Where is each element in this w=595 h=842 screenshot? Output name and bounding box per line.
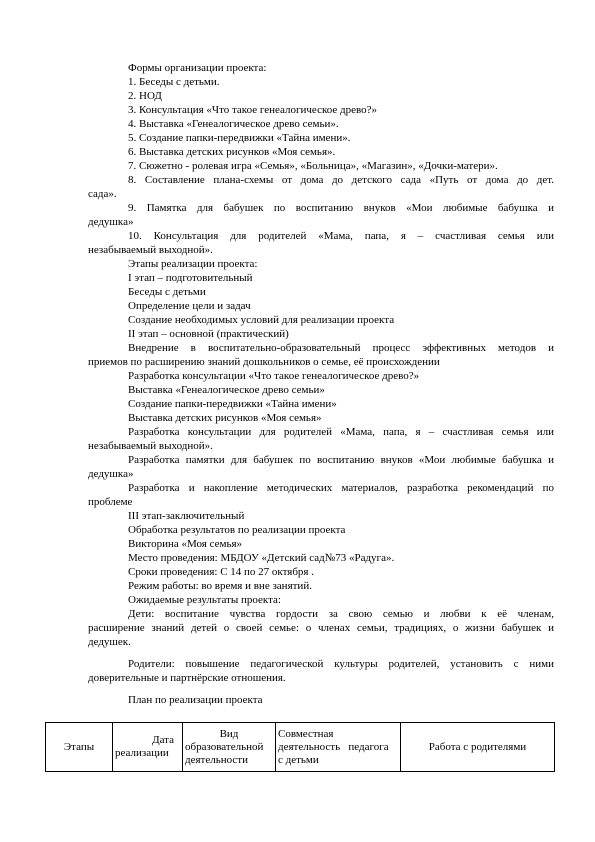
text-line: Викторина «Моя семья» <box>128 538 243 550</box>
header-vid-line3: деятельности <box>185 753 248 766</box>
text-line: 8. Составление плана-схемы от дома до детского сада «Путь от дома до дет. <box>128 174 554 186</box>
header-etapy: Этапы <box>46 723 113 772</box>
text-line: проблеме <box>88 496 133 508</box>
text-line: Разработка консультации для родителей «Мама, папа, я – счастливая семья или <box>128 426 554 438</box>
text-line: Режим работы: во время и вне занятий. <box>128 580 312 592</box>
text-line: 3. Консультация «Что такое генеалогическое древо?» <box>128 104 377 116</box>
header-data <box>113 723 183 772</box>
text-line: 6. Выставка детских рисунков «Моя семья». <box>128 146 336 158</box>
text-line: незабываемый выходной». <box>88 440 213 452</box>
plan-table <box>45 722 555 772</box>
text-line: дедушка» <box>88 468 134 480</box>
text-line: 5. Создание папки-передвижки «Тайна имени». <box>128 132 351 144</box>
header-vid <box>183 723 276 772</box>
text-line: дедушка» <box>88 216 134 228</box>
text-line: расширение знаний детей о своей семье: о членах семьи, традициях, о жизни бабушек и <box>88 622 554 634</box>
text-line: Выставка «Генеалогическое древо семьи» <box>128 384 325 396</box>
text-line: доверительные и партнёрские отношения. <box>88 672 286 684</box>
header-sovm-line1: Совместная <box>278 727 334 740</box>
text-line: Создание необходимых условий для реализации проекта <box>128 314 395 326</box>
text-line: Дети: воспитание чувства гордости за свою семью и любви к её членам, <box>128 608 554 620</box>
text-line: 1. Беседы с детьми. <box>128 76 220 88</box>
text-line: Обработка результатов по реализации проекта <box>128 524 346 536</box>
text-line: План по реализации проекта <box>128 694 263 706</box>
header-data-line1: Дата <box>152 734 174 746</box>
text-line: 10. Консультация для родителей «Мама, папа, я – счастливая семья или <box>128 230 554 242</box>
text-line: Место проведения: МБДОУ «Детский сад№73 «Радуга». <box>128 552 395 564</box>
text-line: сада». <box>88 188 117 200</box>
text-line: 9. Памятка для бабушек по воспитанию внуков «Мои любимые бабушка и <box>128 202 554 214</box>
text-line: приемов по расширению знаний дошкольников о семье, её происхождении <box>88 356 440 368</box>
text-line: 7. Сюжетно - ролевая игра «Семья», «Больница», «Магазин», «Дочки-матери». <box>128 160 498 172</box>
header-data-line2: реализации <box>115 747 169 759</box>
text-line: Этапы реализации проекта: <box>128 258 258 270</box>
header-sovm <box>276 723 401 772</box>
header-vid-line1: Вид <box>219 727 239 740</box>
text-line: Формы организации проекта: <box>128 62 267 74</box>
text-line: Внедрение в воспитательно-образовательный процесс эффективных методов и <box>128 342 554 354</box>
text-line: III этап-заключительный <box>128 510 245 522</box>
header-vid-line2: образовательной <box>185 740 264 753</box>
header-sovm-line3: с детьми <box>278 753 319 766</box>
text-line: Ожидаемые результаты проекта: <box>128 594 281 606</box>
header-rabota: Работа с родителями <box>401 723 555 772</box>
text-line: Разработка памятки для бабушек по воспитанию внуков «Мои любимые бабушка и <box>128 454 554 466</box>
text-line: Определение цели и задач <box>128 300 251 312</box>
header-sovm-line2: деятельность педагога <box>278 740 389 753</box>
text-line: 4. Выставка «Генеалогическое древо семьи». <box>128 118 339 130</box>
text-line: 2. НОД <box>128 90 162 102</box>
text-line: незабываемый выходной». <box>88 244 213 256</box>
text-line: Сроки проведения: С 14 по 27 октября . <box>128 566 314 578</box>
text-line: Выставка детских рисунков «Моя семья» <box>128 412 322 424</box>
text-line: Разработка и накопление методических материалов, разработка рекомендаций по <box>128 482 554 494</box>
table-header-row <box>46 723 555 772</box>
text-line: Разработка консультации «Что такое генеалогическое древо?» <box>128 370 420 382</box>
text-line: дедушек. <box>88 636 131 648</box>
text-line: Создание папки-передвижки «Тайна имени» <box>128 398 337 410</box>
text-line: Родители: повышение педагогической культуры родителей, установить с ними <box>128 658 554 670</box>
text-line: I этап – подготовительный <box>128 272 253 284</box>
text-line: Беседы с детьми <box>128 286 206 298</box>
text-line: II этап – основной (практический) <box>128 328 289 340</box>
